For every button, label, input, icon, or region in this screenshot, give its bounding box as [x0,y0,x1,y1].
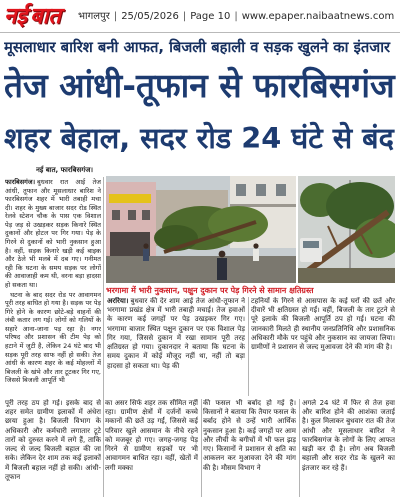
newspaper-logo [4,2,74,31]
paragraph-text: बुधवार रात आई तेज आंधी, तूफान और मूसलाधार बारिश ने फारबिसगंज शहर में भारी तबाही मचा दी। शहर के मुख्य बाजार सदर रोड स्थित रेलवे स्टेशन चौक के पास एक विशाल पेड़ जड़ से उखड़कर सड़क किनारे स्थित दुकानों और होटल पर गिर गया। पेड़ के गिरने से दुकानों को भारी नुकसान हुआ है। वहीं, सड़क किनारे खड़ी कई बाइक और ठेले भी मलबे में दब गए। गनीमत रही कि घटना के समय सड़क पर लोगों की आवाजाही कम थी, वरना बड़ा हादसा हो सकता था। [5,178,101,289]
byline: नई बात, फारबिसगंज। [36,166,94,174]
pink-building [106,182,156,260]
fallen-tree-photo [298,176,395,283]
person [143,243,149,261]
edition-name: भागलपुर [78,11,110,22]
column-rule [103,177,104,497]
separator: | [182,11,187,22]
person-head [219,251,226,258]
paragraph-text: बुधवार की देर शाम आई तेज आंधी-तूफान ने भरगामा प्रखंड क्षेत्र में भारी तबाही मचाई। तेज हवाओं के कारण कई जगहों पर पेड़ उखड़कर गिर गए। भरगामा बाजार स्थित पक्षुन दुकान पर एक विशाल पेड़ गिर गया, जिससे दुकान में रखा सामान पूरी तरह क्षतिग्रस्त हो गया। दुकानदार ने बताया कि घटना के समय दुकान में कोई मौजूद नहीं था, नहीं तो बड़ा हादसा हो सकता था। पेड़ की [107,297,245,370]
person-body [217,258,227,280]
person-body [143,249,149,261]
white-vehicle [300,238,322,262]
sidebar-paragraph: टहनियों के गिरने से आसपास के कई घरों की छतें और दीवारें भी क्षतिग्रस्त हो गईं। वहीं, बिजली के तार टूटने से पूरे इलाके की बिजली आपूर्ति ठप हो गई। घटना की जानकारी मिलते ही स्थानीय जनप्रतिनिधि और प्रशासनिक अधिकारी मौके पर पहुंचे और नुकसान का जायजा लिया। ग्रामीणों ने प्रशासन से जल्द मुआवजा देने की मांग की है। [251,297,395,352]
lead-text-column [5,178,101,396]
edition-info-line [78,8,396,26]
ground [298,268,395,283]
logo-text-part2: बात [30,4,61,29]
story-kicker: मूसलाधार बारिश बनी आफत, बिजली बहाली व सड़क खुलने का इंतजार [4,39,391,56]
column-rule [201,399,202,497]
window [128,210,136,220]
continuation-column [302,399,395,497]
continuation-column [5,399,101,497]
masthead-divider [0,32,400,33]
headline-line-2: शहर बेहाल, सदर रोड 24 घंटे से बंद [4,121,394,155]
column-rule [299,399,300,497]
continuation-column [203,399,296,497]
lead-paragraph [5,178,101,290]
lead-paragraph: घटना के बाद सदर रोड पर आवागमन पूरी तरह बाधित हो गया है। सड़क पर पेड़ गिरे होने के कारण छोटे-बड़े वाहनों की लंबी कतार लग गई। लोगों को गलियों के सहारे आना-जाना पड़ रहा है। नगर परिषद और प्रशासन की टीम पेड़ को हटाने में जुटी है, लेकिन 24 घंटे बाद भी सड़क पूरी तरह साफ नहीं हो सकी। तेज आंधी के कारण शहर के कई मोहल्लों में बिजली के खंभे और तार टूटकर गिर गए, जिससे बिजली आपूर्ति भी [5,290,101,385]
shop-signboard [109,194,151,203]
person-body [253,249,259,261]
sidebar-text-column [251,297,395,396]
sidebar-dateline: अररिया। [107,297,129,305]
continuation-paragraph: का असर सिर्फ शहर तक सीमित नहीं रहा। ग्रामीण क्षेत्रों में दर्जनों कच्चे मकानों की छतें उड़ गईं, जिससे कई परिवार खुले आसमान के नीचे रहने को मजबूर हो गए। जगह-जगह पेड़ गिरने से ग्रामीण सड़कों पर भी आवागमन बाधित रहा। वहीं, खेतों में लगी मक्का [105,399,198,472]
edition-date: 25/05/2026 [121,11,179,22]
sidebar-paragraph [107,297,245,371]
page-number: Page 10 [190,11,231,22]
continuation-paragraph: की फसल भी बर्बाद हो गई है। किसानों ने बताया कि तैयार फसल के बर्बाद होने से उन्हें भारी आर्थिक नुकसान हुआ है। कई जगहों पर आम और लीची के बगीचों में भी फल झड़ गए। किसानों ने प्रशासन से क्षति का आकलन कर मुआवजा देने की मांग की है। मौसम विभाग ने [203,399,296,472]
continuation-paragraph: अगले 24 घंटे में फिर से तेज हवा और बारिश होने की आशंका जताई है। कुल मिलाकर बुधवार रात की तेज आंधी और मूसलाधार बारिश ने फारबिसगंज के लोगों के लिए आफत खड़ी कर दी है। लोग अब बिजली बहाली और सदर रोड के खुलने का इंतजार कर रहे हैं। [302,399,395,472]
column-rule [248,297,249,396]
separator: | [113,11,118,22]
continuation-paragraph: पूरी तरह ठप हो गई। इसके बाद से शहर समेत ग्रामीण इलाकों में अंधेरा छाया हुआ है। बिजली विभाग के अधिकारी और कर्मचारी लगातार टूटे तारों को दुरुस्त करने में लगे हैं, ताकि जल्द से जल्द बिजली बहाल की जा सके। लेकिन देर शाम तक कई इलाकों में बिजली बहाल नहीं हो सकी। आंधी-तूफान [5,399,101,481]
street-damage-illustration [106,176,296,283]
fallen-tree-illustration [298,176,395,283]
website-url: www.epaper.naibaatnews.com [241,11,395,22]
window [256,184,266,196]
continuation-column [105,399,198,497]
sidebar-text-column [107,297,245,396]
vehicle-window [303,241,319,248]
street-damage-photo [106,176,296,283]
person-head [253,243,258,248]
photo-caption: भरगामा में भारी नुकसान, पक्षुन दुकान पर पेड़ गिरने से सामान क्षतिग्रस्त [106,286,314,295]
separator: | [234,11,238,22]
window [142,210,150,220]
person-head [143,243,148,248]
window [112,210,120,220]
window [276,184,286,196]
dateline: फारबिसगंज। [5,178,36,186]
person [253,243,259,261]
window [236,184,246,196]
headline-line-1: तेज आंधी-तूफान से फारबिसगंज [4,66,395,105]
logo-text-part1: नई [4,4,28,29]
road [106,256,296,283]
